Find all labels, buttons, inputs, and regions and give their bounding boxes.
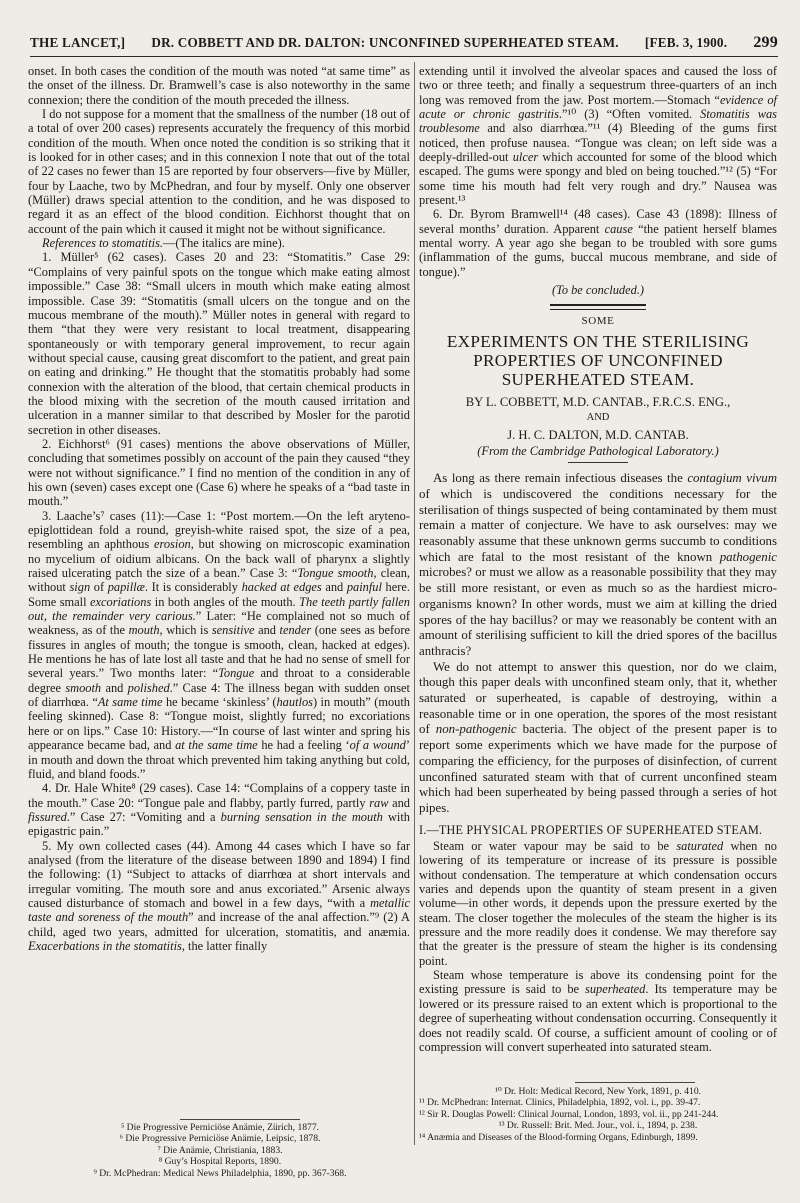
column-divider xyxy=(414,62,415,1145)
reference-item-2: 2. Eichhorst⁶ (91 cases) mentions the above observations of Müller, concluding that sometimes possibly on account of the pain they caused “they were not without significance.” I find no mention of the condition in any of his own (seven) cases except one (Case 6) where he speaks of a “bad taste in mouth.” xyxy=(28,436,410,509)
affiliation: (From the Cambridge Pathological Laboratory.) xyxy=(477,443,719,458)
header-date: [FEB. 3, 1900. xyxy=(644,35,728,50)
footnote: ⁹ Dr. McPhedran: Medical News Philadelphia, 1890, pp. 367-368. xyxy=(93,1167,347,1179)
references-label: References to stomatitis. xyxy=(42,236,164,251)
footnote: ¹² Sir R. Douglas Powell: Clinical Journal, London, 1893, vol. ii., pp 241-244. xyxy=(419,1108,719,1120)
paragraph: I do not suppose for a moment that the smallness of the number (18 out of a total of over 200 cases) represents accurately the frequency of this morbid condition of the mouth. When once noted the condition is so striking that it is looked for in other cases; and in this connexion I note that out of the total of 22 cases no fewer than 15 are reported by four observers—five by Müller, four by Laache, two by McPhedran, and four by myself. Only one observer (Müller) draws special attention to the condition, and he was disposed to regard it as an effect of the blood condition. Eichhorst thought that on account of the pain which it caused it might not be without significance. xyxy=(28,107,410,236)
page-number: 299 xyxy=(753,34,778,51)
header-title: DR. COBBETT AND DR. DALTON: UNCONFINED SUPERHEATED STEAM. xyxy=(151,35,619,50)
author-2: J. H. C. DALTON, M.D. CANTAB. xyxy=(507,427,689,442)
paragraph: extending until it involved the alveolar spaces and caused the loss of two or three teeth; and finally a sequestrum three-quarters of an inch long was removed from the jaw. Post mortem.—Stomach “evidence of acute or chronic gastritis.”¹⁰ (3) “Often vomited. Stomatitis was troublesome and also diarrhœa.”¹¹ (4) Bleeding of the gums first noticed, then profuse nausea. “Tongue was clean; on left side was a deeply-drilled-out ulcer which accounted for some of the blood which escaped. The gums were spongy and bled on being touched.”¹² (5) “For some time his mouth had felt very rough and dry.” Nausea was present.¹³ xyxy=(419,64,777,208)
to-be-concluded: (To be concluded.) xyxy=(551,283,645,298)
section-heading: I.—THE PHYSICAL PROPERTIES OF SUPERHEATED STEAM. xyxy=(419,822,763,837)
reference-item-1: 1. Müller⁵ (62 cases). Cases 20 and 23: “Stomatitis.” Case 29: “Complains of very painful spots on the tongue which make eating almost impossible.” Case 38: “Small ulcers in mouth which make eating almost impossible. Case 39: “Stomatitis (small ulcers on the tongue and on the mucous membrane of the mouth).” Müller notes in general with regard to them “that they were very resistant to local treatment, disappearing spontaneously or with temporary general improvement, to recur again without special cause, causing great discomfort to the patient, and great pain on eating and drinking.” He thought that the stomatitis probably had some connexion with the alteration of the blood, that certain chemical products in the blood mixing with the secretion of the mouth caused irritation and ulceration in a manner similar to that described by Mosler for the parotid secretion in other diseases. xyxy=(28,250,410,437)
article-intro xyxy=(419,471,777,816)
footnote: ⁸ Guy’s Hospital Reports, 1890. xyxy=(158,1156,282,1168)
header-journal: THE LANCET,] xyxy=(30,35,126,50)
footnotes-left xyxy=(30,1122,410,1179)
footnote: ¹¹ Dr. McPhedran: Internat. Clinics, Philadelphia, 1892, vol. i., pp. 39-47. xyxy=(419,1097,701,1109)
references-note: —(The italics are mine). xyxy=(163,236,285,251)
footnote: ¹⁴ Anæmia and Diseases of the Blood-forming Organs, Edinburgh, 1899. xyxy=(419,1131,698,1143)
footnote: ⁵ Die Progressive Perniciöse Anämie, Zürich, 1877. xyxy=(120,1122,320,1133)
left-column xyxy=(28,64,410,953)
paragraph: Steam whose temperature is above its condensing point for the existing pressure is said to be superheated. Its temperature may be lowered or its pressure raised to an extent which is proportional to the degree of superheating without condensation occurring. Consequently it does not readily scald. Of course, a sufficient amount of cooling or of compression will convert superheated into saturated steam. xyxy=(419,968,777,1054)
reference-item-3: 3. Laache’s⁷ cases (11):—Case 1: “Post mortem.—On the left aryteno-epiglottidean fold a round, greyish-white raised spot, the size of a pea, resembling an aphthous erosion, but showing on microscopic examination no mycelium of oidium albicans. On the back wall of pharynx a slightly raised ulcerating patch the size of a bean.” Case 3: “Tongue smooth, clean, without sign of papillæ. It is considerably hacked at edges and painful here. Some small excoriations in both angles of the mouth. The teeth partly fallen out, the remainder very carious.” Later: “He complained not so much of weakness, as of the mouth, which is sensitive and tender (one sees as before fissures in angles of mouth; the tongue is smooth, clean, hacked at edges). He mentions he has of late lost all taste and that he had no sense of smell for several years.” Two months later: “Tongue and throat to a considerable degree smooth and polished.” Case 4: The illness began with sudden onset of diarrhœa. “At same time he became ‘skinless’ (hautlos) in mouth” (mouth feeling skinned). Case 8: “Tongue moist, slightly furred; no excoriations here or on lips.” Case 10: History.—“In course of last winter and spring his appearance became bad, and at the same time he had a feeling ‘of a wound’ in mouth and down the throat which prevented him taking anything but cold, fluid, and bland foods.” xyxy=(28,508,411,781)
footnote-rule xyxy=(575,1082,695,1083)
reference-item-4: 4. Dr. Hale White⁸ (29 cases). Case 14: “Complains of a coppery taste in the mouth.” Case 20: “Tongue pale and flabby, partly furred, partly raw and fissured.” Case 27: “Vomiting and a burning sensation in the mouth with epigastric pain.” xyxy=(28,781,410,839)
footnote-rule xyxy=(180,1119,300,1120)
footnotes-right xyxy=(419,1086,777,1143)
footnote: ¹³ Dr. Russell: Brit. Med. Jour., vol. i., 1894, p. 238. xyxy=(498,1120,698,1132)
title-line: SUPERHEATED STEAM. xyxy=(501,369,695,389)
running-header xyxy=(30,34,778,57)
reference-item-5: 5. My own collected cases (44). Among 44 cases which I have so far analysed (from the literature of the disease between 1890 and 1894) I find the following: (1) “Subject to attacks of diarrhœa at short intervals and irregular vomiting. The mouth sore and anus excoriated.” Arsenic always caused disturbance of stomach and bowel in a few days, “with a metallic taste and soreness of the mouth” and increase of the anal affection.”⁹ (2) A child, aged two years, admitted for ulceration, stomatitis, and anæmia. Exacerbations in the stomatitis, the latter finally xyxy=(28,838,410,953)
reference-item-6: 6. Dr. Byrom Bramwell¹⁴ (48 cases). Case 43 (1898): Illness of several months’ duration. Apparent cause “the patient herself blames mental worry. A year ago she began to be troubled with sore gums (inflammation of the gums, buccal mucous membrane, and side of tongue).” xyxy=(419,207,777,279)
footnote: ⁶ Die Progressive Perniciöse Anämie, Leipsic, 1878. xyxy=(119,1133,321,1145)
footnote: ¹⁰ Dr. Holt: Medical Record, New York, 1891, p. 410. xyxy=(494,1086,702,1097)
title-rule xyxy=(568,462,628,463)
author-and: AND xyxy=(586,412,610,424)
article-title xyxy=(419,332,777,389)
title-line: EXPERIMENTS ON THE STERILISING xyxy=(446,331,750,351)
paragraph: onset. In both cases the condition of the mouth was noted “at same time” as the onset of the illness. Dr. Bramwell’s case is also noteworthy in the same connexion; there the condition of the mouth preceded the illness. xyxy=(28,64,410,107)
paragraph: Steam or water vapour may be said to be saturated when no lowering of its temperature or increase of its pressure is possible without condensation. The temperature at which condensation occurs varies and depends upon the quantity of steam present in a given volume—in other words, it depends upon the pressure exerted by the steam. The closer together the molecules of the steam the higher is its pressure and the more readily does it condense. We may therefore say that the greater is the pressure of steam the higher is its condensing point. xyxy=(419,839,777,968)
paragraph: We do not attempt to answer this question, nor do we claim, though this paper deals with unconfined steam only, that it, whether saturated or superheated, is capable of destroying, within a reasonable time or in one operation, the spores of the most resistant of non-pathogenic bacteria. The object of the present paper is to report some experiments which we have made for the purpose of comparing the efficiency, for the purposes of disinfection, of current unconfined saturated steam with that of current unconfined steam which had been superheated by being passed through a series of hot pipes. xyxy=(419,659,777,815)
author-1: BY L. COBBETT, M.D. CANTAB., F.R.C.S. ENG., xyxy=(465,394,731,409)
article-kicker: SOME xyxy=(581,314,615,327)
section-rule xyxy=(550,304,646,310)
right-column xyxy=(419,64,777,1054)
footnote: ⁷ Die Anämie, Christiania, 1883. xyxy=(157,1144,283,1156)
title-line: PROPERTIES OF UNCONFINED xyxy=(473,350,723,370)
paragraph: As long as there remain infectious diseases the contagium vivum of which is undiscovered the conditions necessary for the sterilisation of things suspected of being contaminated by them must remain a matter of conjecture. We have to ask ourselves: may we reasonably assume that these unknown germs succumb to conditions which are fatal to the most resistant of the known pathogenic microbes? or must we allow as a reasonable possibility that they may be still more resistant, or even as much so as the hardiest micro-organisms known? In other words, must we aim at killing the dried spores of the hay bacillus? or may we reasonably be content with an amount of sterilising sufficient to kill the dried spores of the bacillus anthracis? xyxy=(419,471,778,658)
references-heading xyxy=(28,236,410,250)
